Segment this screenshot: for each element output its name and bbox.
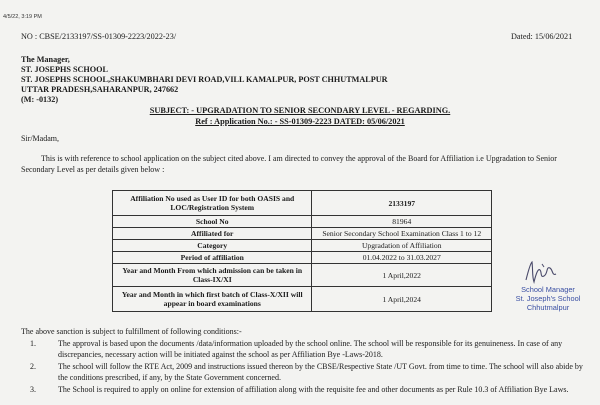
intro-paragraph: This is with reference to school application on the subject cited above. I am directed to convey the approval of the Board for Affiliation i.e Upgradation to Senior Secondary Level as per details given below : <box>21 154 557 174</box>
table-label: School No <box>113 216 312 228</box>
table-row <box>113 191 492 216</box>
table-row <box>113 264 492 287</box>
table-label: Affiliated for <box>113 228 312 240</box>
table-value: 01.04.2022 to 31.03.2027 <box>312 252 492 264</box>
salutation: Sir/Madam, <box>21 134 59 143</box>
condition-text: The School is required to apply on online for extension of affiliation along with the requisite fee and other documents as per Rule 10.3 of Affiliation Bye Laws. <box>58 385 569 394</box>
table-label: Year and Month in which first batch of Class-X/XII will appear in board examinations <box>113 287 312 312</box>
condition-number: 1. <box>30 339 36 348</box>
school-stamp <box>498 285 598 312</box>
table-value: 1 April,2024 <box>312 287 492 312</box>
table-row <box>113 240 492 252</box>
letter-date: Dated: 15/06/2021 <box>511 32 573 41</box>
application-reference: Ref : Application No.: - SS-01309-2223 DATED: 05/06/2021 <box>195 117 405 126</box>
table-row <box>113 228 492 240</box>
table-value: 1 April,2022 <box>312 264 492 287</box>
table-value: 81964 <box>312 216 492 228</box>
address-line-5: (M: -0132) <box>21 95 59 104</box>
affiliation-details-table <box>112 190 492 312</box>
table-value: Senior Secondary School Examination Class 1 to 12 <box>312 228 492 240</box>
table-label: Category <box>113 240 312 252</box>
table-label: Affiliation No used as User ID for both OASIS and LOC/Registration System <box>113 191 312 216</box>
table-value: Upgradation of Affiliation <box>312 240 492 252</box>
address-line-2: ST. JOSEPHS SCHOOL <box>21 65 108 74</box>
handwritten-signature-icon <box>522 258 566 286</box>
stamp-line-2: St. Joseph's School <box>515 294 581 303</box>
stamp-line-3: Chhutmalpur <box>526 303 570 312</box>
condition-text: The approval is based upon the documents /data/information uploaded by the school online. The school will be responsible for its genuineness. In case of any discrepancies, necessary action will be initiated against the school as per Affiliation Bye -Laws-2018. <box>58 339 563 359</box>
condition-text: The school will follow the RTE Act, 2009 and instructions issued thereon by the CBSE/Respective State /UT Govt. from time to time. The school will also abide by the conditions prescribed, if any, by the State Government concerned. <box>58 362 583 382</box>
sanction-intro: The above sanction is subject to fulfillment of following conditions:- <box>21 327 242 336</box>
condition-number: 3. <box>30 385 36 394</box>
reference-number: NO : CBSE/2133197/SS-01309-2223/2022-23/ <box>21 32 177 41</box>
table-row <box>113 287 492 312</box>
table-label: Year and Month From which admission can be taken in Class-IX/XI <box>113 264 312 287</box>
table-row <box>113 252 492 264</box>
stamp-line-1: School Manager <box>521 285 575 294</box>
address-line-1: The Manager, <box>21 55 70 64</box>
table-row <box>113 216 492 228</box>
condition-number: 2. <box>30 362 36 371</box>
address-line-4: UTTAR PRADESH,SAHARANPUR, 247662 <box>21 85 179 94</box>
address-line-3: ST. JOSEPHS SCHOOL,SHAKUMBHARI DEVI ROAD,VILL KAMALPUR, POST CHHUTMALPUR <box>21 75 388 84</box>
table-label: Period of affiliation <box>113 252 312 264</box>
subject-line: SUBJECT: - UPGRADATION TO SENIOR SECONDARY LEVEL - REGARDING. <box>149 106 451 115</box>
print-timestamp: 4/5/22, 3:19 PM <box>3 14 42 20</box>
table-value: 2133197 <box>312 191 492 216</box>
